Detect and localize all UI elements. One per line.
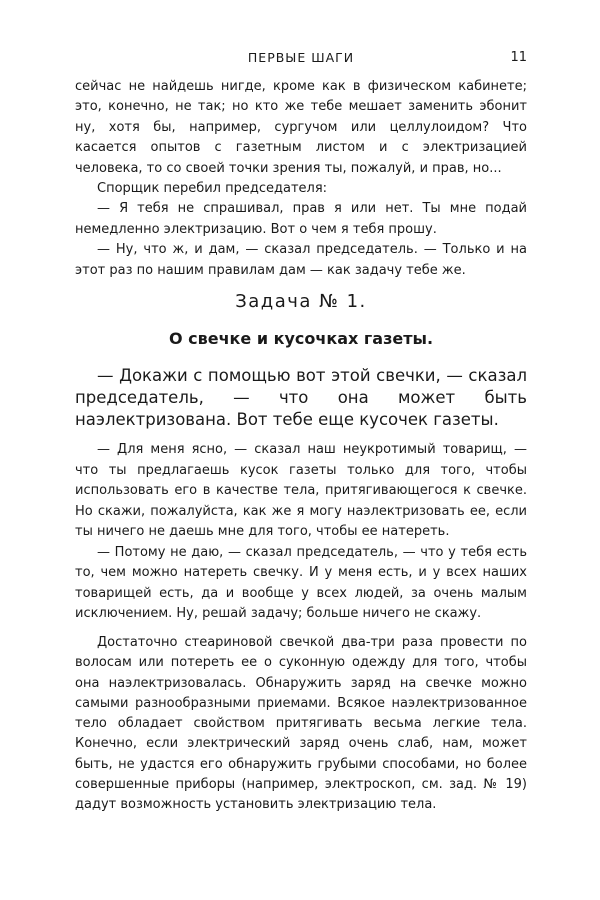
dialogue-section xyxy=(75,440,527,625)
page-header xyxy=(75,50,527,68)
intro-section xyxy=(75,77,527,281)
paragraph: Достаточно стеариновой свечкой два-три раза провести по волосам или потереть ее о суконную одежду для того, чтобы она наэлектризовалась. Обнаружить заряд на свечке можно самыми разнообразными приемами. Всякое наэлектризованное тело обладает свойством притягивать весьма легкие тела. Конечно, если электрический заряд очень слаб, нам, может быть, не удастся его обнаружить грубыми способами, но более совершенные приборы (например, электроскоп, см. зад. № 19) дадут возможность установить электризацию тела. xyxy=(75,635,527,813)
task-title: Задача № 1. xyxy=(235,291,367,312)
page-number: 11 xyxy=(510,50,527,65)
paragraph: — Потому не даю, — сказал председатель, — что у тебя есть то, чем можно натереть свечку. И у меня есть, и у всех наших товарищей есть, да и вообще у всех людей, за очень малым исключением. Ну, решай задачу; больше ничего не скажу. xyxy=(75,544,527,621)
running-title: ПЕРВЫЕ ШАГИ xyxy=(247,50,355,65)
paragraph: — Я тебя не спрашивал, прав я или нет. Ты мне подай немедленно электризацию. Вот о чем я тебя прошу. xyxy=(75,201,527,237)
paragraph: сейчас не найдешь нигде, кроме как в физическом кабинете; это, конечно, не так; но кто же тебе мешает заменить эбонит ну, хотя бы, например, сургучом или целлулоидом? Что касается опытов с газетным листом и с электризацией человека, то со своей точки зрения ты, пожалуй, и прав, но... xyxy=(75,79,527,176)
solution-section xyxy=(75,633,527,816)
task-subtitle: О свечке и кусочках газеты. xyxy=(168,329,434,348)
paragraph: Спорщик перебил председателя: xyxy=(97,181,328,197)
paragraph: — Для меня ясно, — сказал наш неукротимый товарищ, — что ты предлагаешь кусок газеты только для того, чтобы использовать его в качестве тела, притягивающегося к свечке. Но скажи, пожалуйста, как же я могу наэлектризовать ее, если ты ничего не даешь мне для того, чтобы ее натереть. xyxy=(75,442,527,539)
paragraph: — Ну, что ж, и дам, — сказал председатель. — Только и на этот раз по нашим правилам дам — как задачу тебе же. xyxy=(75,242,527,278)
paragraph: — Докажи с помощью вот этой свечки, — сказал председатель, — что она может быть наэлектризована. Вот тебе еще кусочек газеты. xyxy=(75,366,527,429)
task-lead-text xyxy=(75,365,527,431)
